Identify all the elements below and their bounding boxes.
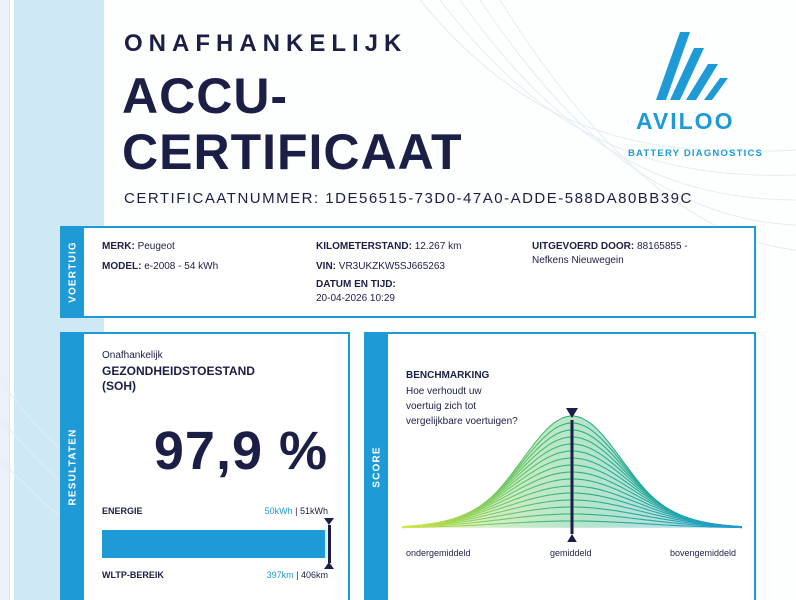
vin-field — [316, 260, 445, 274]
aviloo-wordmark: AVILOO — [636, 108, 735, 134]
label-average: gemiddeld — [550, 548, 592, 558]
score-section-tab — [366, 334, 388, 600]
brand-value: Peugeot — [137, 241, 175, 252]
nominal-marker-top-icon — [324, 518, 334, 525]
nominal-marker-bottom-icon — [324, 562, 334, 569]
certificate-title — [122, 68, 463, 180]
mileage-value: 12.267 km — [414, 241, 462, 252]
performed-by-label: UITGEVOERD DOOR: — [532, 241, 635, 252]
certificate-kicker: ONAFHANKELIJK — [124, 30, 408, 57]
energy-nominal: 51kWh — [299, 506, 328, 516]
performed-by-field — [532, 240, 688, 268]
vehicle-section-tab — [62, 228, 84, 316]
brand-field — [102, 240, 175, 254]
score-marker-bottom-icon — [566, 534, 578, 542]
benchmark-question — [406, 384, 546, 429]
aviloo-tagline: BATTERY DIAGNOSTICS — [628, 148, 764, 159]
certificate-number — [124, 190, 693, 207]
model-value: e-2008 - 54 kWh — [144, 261, 219, 272]
mileage-label: KILOMETERSTAND: — [316, 241, 412, 252]
benchmark-question-line-2: voertuig zich tot — [406, 401, 477, 412]
model-field — [102, 260, 218, 274]
score-card — [364, 332, 756, 600]
soh-bar-track — [102, 530, 330, 558]
vehicle-card — [60, 226, 756, 318]
results-section-label: RESULTATEN — [67, 428, 79, 506]
soh-bar-fill — [102, 530, 325, 558]
datetime-field — [316, 278, 396, 306]
label-below-average: ondergemiddeld — [406, 548, 471, 558]
vehicle-section-label: VOERTUIG — [67, 241, 79, 303]
range-label: WLTP-BEREIK — [102, 570, 164, 580]
performed-by-value-1: 88165855 - — [637, 241, 688, 252]
results-section-tab — [62, 334, 84, 600]
brand-label: MERK: — [102, 241, 135, 252]
benchmark-question-line-3: vergelijkbare voertuigen? — [406, 416, 518, 427]
datetime-value: 20-04-2026 10:29 — [316, 293, 395, 304]
certificate-number-label: CERTIFICAATNUMMER: — [124, 190, 320, 207]
certificate-number-value: 1DE56515-73D0-47A0-ADDE-588DA80BB39C — [325, 190, 693, 207]
energy-current: 50kWh — [264, 506, 293, 516]
results-card — [60, 332, 350, 600]
benchmark-heading: BENCHMARKING — [406, 370, 490, 381]
benchmark-question-line-1: Hoe verhoudt uw — [406, 386, 482, 397]
range-current: 397km — [266, 570, 294, 580]
nominal-marker-line — [328, 525, 331, 563]
soh-heading-line-2: (SOH) — [102, 379, 136, 393]
mileage-field — [316, 240, 461, 254]
score-section-label: SCORE — [371, 446, 383, 488]
range-nominal: 406km — [300, 570, 328, 580]
title-line-1: ACCU- — [122, 68, 289, 124]
range-values — [267, 570, 328, 580]
vin-value: VR3UKZKW5SJ665263 — [338, 261, 445, 272]
range-separator: | — [296, 570, 299, 580]
soh-heading — [102, 364, 255, 394]
performed-by-value-2: Nefkens Nieuwegein — [532, 255, 624, 266]
model-label: MODEL: — [102, 261, 142, 272]
aviloo-logo-icon — [622, 30, 772, 160]
title-line-2: CERTIFICAAT — [122, 124, 463, 180]
label-above-average: bovengemiddeld — [670, 548, 737, 558]
soh-pre-heading: Onafhankelijk — [102, 350, 163, 361]
energy-separator: | — [295, 506, 298, 516]
vin-label: VIN: — [316, 261, 336, 272]
energy-values — [265, 506, 328, 516]
energy-label: ENERGIE — [102, 506, 143, 516]
datetime-label: DATUM EN TIJD: — [316, 279, 396, 290]
soh-heading-line-1: GEZONDHEIDSTOESTAND — [102, 364, 255, 378]
soh-value: 97,9 % — [153, 421, 328, 481]
